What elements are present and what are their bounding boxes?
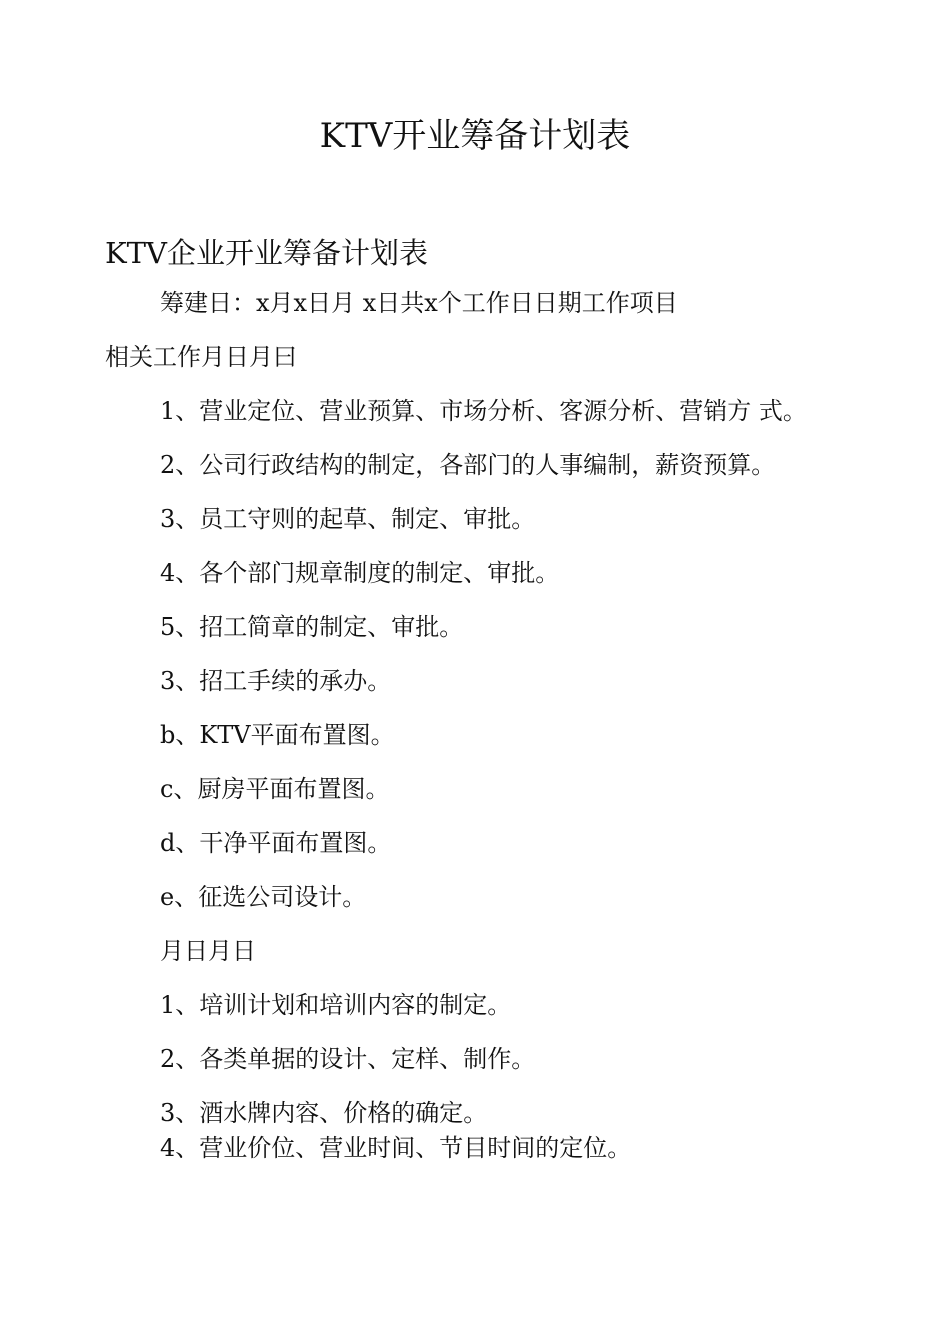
list-item: 2、公司行政结构的制定，各部门的人事编制，薪资预算。 bbox=[160, 451, 776, 479]
related-work-header: 相关工作月日月曰 bbox=[105, 343, 297, 371]
list-item: 3、招工手续的承办。 bbox=[160, 667, 392, 695]
group2-header: 月日月日 bbox=[160, 937, 256, 965]
list-item: 3、员工守则的起草、制定、审批。 bbox=[160, 505, 536, 533]
list-item: 1、营业定位、营业预算、市场分析、客源分析、营销方 式。 bbox=[160, 397, 807, 425]
list-item: 4、营业价位、营业时间、节目时间的定位。 bbox=[160, 1134, 632, 1162]
list-item: b、KTV平面布置图。 bbox=[160, 721, 395, 749]
list-item: 1、培训计划和培训内容的制定。 bbox=[160, 991, 512, 1019]
section-title: KTV企业开业筹备计划表 bbox=[105, 236, 428, 270]
list-item: 5、招工简章的制定、审批。 bbox=[160, 613, 464, 641]
list-item: c、厨房平面布置图。 bbox=[160, 775, 390, 803]
page-title: KTV开业筹备计划表 bbox=[319, 116, 631, 156]
list-item: e、征选公司设计。 bbox=[160, 883, 367, 911]
list-item: 3、酒水牌内容、价格的确定。 bbox=[160, 1099, 488, 1127]
list-item: 4、各个部门规章制度的制定、审批。 bbox=[160, 559, 560, 587]
intro-line: 筹建日：x月x日月 x日共x个工作日日期工作项目 bbox=[160, 289, 678, 317]
list-item: d、干净平面布置图。 bbox=[160, 829, 392, 857]
list-item: 2、各类单据的设计、定样、制作。 bbox=[160, 1045, 536, 1073]
